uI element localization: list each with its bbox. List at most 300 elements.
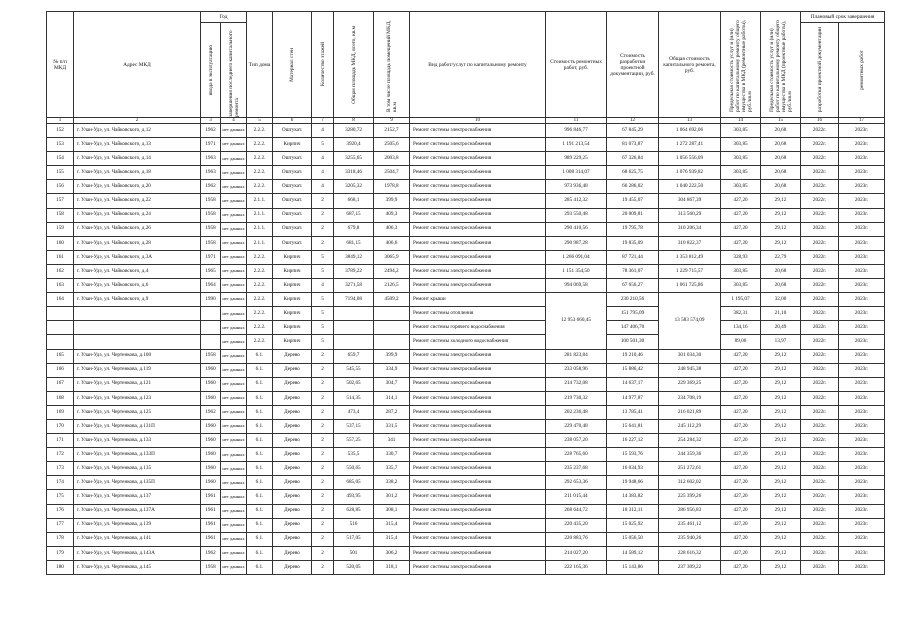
row-house-type: 6.1. — [247, 532, 273, 546]
table-row — [47, 448, 885, 462]
row-repair-cost: 1 191 213,54 — [546, 138, 607, 152]
column-number: 11 — [546, 118, 607, 124]
row-work: Ремонт системы электроснабжения — [410, 208, 546, 222]
row-work: Ремонт системы отопления — [410, 307, 546, 321]
row-total-cost: 286 956,83 — [659, 504, 721, 518]
row-area: 493,95 — [334, 490, 374, 504]
row-address: г. Улан-Удэ, ул. Чертенкова, д.100 — [74, 349, 201, 363]
row-design-cost: 67 656,27 — [607, 279, 659, 293]
row-year-built: 1958 — [201, 349, 221, 363]
row-total-cost: 301 034,30 — [659, 349, 721, 363]
row-last-repair: нет данных — [221, 279, 247, 293]
row-total-cost: 237 309,22 — [659, 560, 721, 574]
row-work: Ремонт системы электроснабжения — [410, 490, 546, 504]
table-header — [47, 12, 885, 124]
row-design-term: 2022г. — [801, 194, 839, 208]
rows-chertenkova — [47, 349, 885, 575]
row-design-cost: 15 143,86 — [607, 560, 659, 574]
row-design-cost: 14 977,87 — [607, 391, 659, 405]
row-limit-repair: 303,85 — [721, 279, 761, 293]
row-material: Кирпич — [273, 307, 312, 321]
row-premises-area: 406,3 — [374, 222, 410, 236]
row-limit-design: 13,97 — [761, 335, 801, 349]
row-material: Кирпич — [273, 250, 312, 264]
row-address: г. Улан-Удэ, ул. Чертенкова, д.131П — [74, 419, 201, 433]
table-row — [47, 532, 885, 546]
row-floors: 2 — [312, 419, 334, 433]
row-limit-repair: 89,06 — [721, 335, 761, 349]
row-area: 516 — [334, 518, 374, 532]
column-number: 9 — [374, 118, 410, 124]
header-house-type: Тип дома — [247, 12, 273, 118]
row-address: г. Улан-Удэ, ул. Чайковского, д.26 — [74, 222, 201, 236]
row-area — [334, 335, 374, 349]
row-address: г. Улан-Удэ, ул. Чайковского, д.13 — [74, 138, 201, 152]
row-floors: 5 — [312, 335, 334, 349]
row-limit-design: 29,12 — [761, 222, 801, 236]
row-area: 502,65 — [334, 377, 374, 391]
row-work: Ремонт системы электроснабжения — [410, 279, 546, 293]
row-repair-cost: 989 229,25 — [546, 152, 607, 166]
row-repair-term: 2023г. — [839, 264, 885, 278]
row-last-repair: нет данных — [221, 194, 247, 208]
row-floors: 4 — [312, 279, 334, 293]
row-last-repair: нет данных — [221, 124, 247, 138]
row-number: 154 — [47, 152, 74, 166]
row-floors: 5 — [312, 138, 334, 152]
row-premises-area: 409,3 — [374, 208, 410, 222]
row-repair-cost: 229 470,48 — [546, 419, 607, 433]
row-repair-term: 2023г. — [839, 419, 885, 433]
row-total-cost: 1 064 692,06 — [659, 124, 721, 138]
row-limit-design: 29,12 — [761, 448, 801, 462]
row-design-cost: 67 326,84 — [607, 152, 659, 166]
header-wall-material: Материал стен — [273, 12, 312, 118]
header-floors: Количество этажей — [312, 12, 334, 118]
row-total-cost-merged: 13 583 574,09 — [659, 293, 721, 349]
row-total-cost: 245 112,29 — [659, 419, 721, 433]
row-number — [47, 321, 74, 335]
row-last-repair: нет данных — [221, 377, 247, 391]
row-material: Оштукат. — [273, 208, 312, 222]
row-number — [47, 335, 74, 349]
row-design-cost: 87 721,44 — [607, 250, 659, 264]
column-number: 16 — [801, 118, 839, 124]
row-address — [74, 321, 201, 335]
row-work: Ремонт системы электроснабжения — [410, 462, 546, 476]
row-design-term: 2022г. — [801, 448, 839, 462]
row-limit-repair: 427,20 — [721, 490, 761, 504]
row-floors: 5 — [312, 321, 334, 335]
row-area: 557,25 — [334, 434, 374, 448]
row-repair-term: 2023г. — [839, 405, 885, 419]
row-design-cost: 19 210,46 — [607, 349, 659, 363]
row-house-type: 6.1. — [247, 405, 273, 419]
row-last-repair: нет данных — [221, 363, 247, 377]
row-design-term: 2022г. — [801, 138, 839, 152]
row-year-built: 1990 — [201, 293, 221, 307]
header-total-cost: Общая стоимость капитального ремонта, руб. — [659, 12, 721, 118]
row-area: 473,4 — [334, 405, 374, 419]
row-floors: 2 — [312, 504, 334, 518]
row-material: Дерево — [273, 419, 312, 433]
column-number: 1 — [47, 118, 74, 124]
row-address: г. Улан-Удэ, ул. Чертенкова, д.133П — [74, 448, 201, 462]
row-year-built: 1963 — [201, 166, 221, 180]
row-floors: 2 — [312, 490, 334, 504]
row-repair-term: 2023г. — [839, 490, 885, 504]
row-design-cost: 19 795,78 — [607, 222, 659, 236]
row-limit-repair: 427,20 — [721, 349, 761, 363]
row-limit-design: 29,12 — [761, 419, 801, 433]
row-last-repair: нет данных — [221, 307, 247, 321]
row-year-built: 1961 — [201, 490, 221, 504]
row-number: 167 — [47, 377, 74, 391]
row-house-type: 2.2.2. — [247, 250, 273, 264]
row-year-built — [201, 321, 221, 335]
row-repair-cost: 268 644,72 — [546, 504, 607, 518]
column-number: 13 — [659, 118, 721, 124]
row-limit-design: 21,10 — [761, 307, 801, 321]
row-material: Кирпич — [273, 335, 312, 349]
row-limit-repair: 427,20 — [721, 222, 761, 236]
row-design-cost: 151 795,09 — [607, 307, 659, 321]
table-row — [47, 124, 885, 138]
row-limit-design: 20,68 — [761, 166, 801, 180]
row-floors: 2 — [312, 434, 334, 448]
row-area: 668,1 — [334, 194, 374, 208]
table-row — [47, 462, 885, 476]
row-design-cost: 19 835,09 — [607, 236, 659, 250]
row-design-term: 2022г. — [801, 264, 839, 278]
row-area: 3318,46 — [334, 166, 374, 180]
row-address: г. Улан-Удэ, ул. Чайковского, д.24 — [74, 208, 201, 222]
row-repair-cost: 293 550,48 — [546, 208, 607, 222]
row-repair-cost: 219 730,32 — [546, 391, 607, 405]
row-design-cost: 20 009,81 — [607, 208, 659, 222]
row-material: Дерево — [273, 504, 312, 518]
row-address: г. Улан-Удэ, ул. Чайковского, д.6 — [74, 279, 201, 293]
row-year-built: 1960 — [201, 377, 221, 391]
row-year-built: 1960 — [201, 448, 221, 462]
table-row — [47, 293, 885, 307]
row-address — [74, 307, 201, 321]
row-floors: 2 — [312, 405, 334, 419]
row-address: г. Улан-Удэ, ул. Чертенкова, д.119 — [74, 363, 201, 377]
row-repair-term: 2023г. — [839, 222, 885, 236]
row-house-type: 2.1.1. — [247, 222, 273, 236]
row-work: Ремонт системы электроснабжения — [410, 236, 546, 250]
row-design-term: 2022г. — [801, 293, 839, 307]
row-design-cost: 100 501,30 — [607, 335, 659, 349]
row-work: Ремонт системы электроснабжения — [410, 504, 546, 518]
row-design-cost: 81 073,87 — [607, 138, 659, 152]
row-last-repair: нет данных — [221, 462, 247, 476]
row-number: 162 — [47, 264, 74, 278]
row-last-repair: нет данных — [221, 222, 247, 236]
row-work: Ремонт системы электроснабжения — [410, 264, 546, 278]
table-row — [47, 208, 885, 222]
row-design-cost: 14 637,17 — [607, 377, 659, 391]
row-address: г. Улан-Удэ, ул. Чайковского, д.4 — [74, 264, 201, 278]
row-floors: 2 — [312, 208, 334, 222]
row-repair-cost: 281 823,84 — [546, 349, 607, 363]
row-material: Дерево — [273, 462, 312, 476]
row-design-term: 2022г. — [801, 504, 839, 518]
row-limit-repair: 427,20 — [721, 560, 761, 574]
row-design-term: 2022г. — [801, 307, 839, 321]
table-row — [47, 476, 885, 490]
header-row-number: № п/п МКД — [47, 12, 74, 118]
row-design-term: 2022г. — [801, 321, 839, 335]
table-row — [47, 180, 885, 194]
table-row — [47, 152, 885, 166]
row-floors: 2 — [312, 391, 334, 405]
row-work: Ремонт системы электроснабжения — [410, 363, 546, 377]
row-total-cost: 1 229 715,57 — [659, 264, 721, 278]
table-row — [47, 250, 885, 264]
row-total-cost: 248 945,38 — [659, 363, 721, 377]
row-premises-area: 2126,5 — [374, 279, 410, 293]
row-floors: 4 — [312, 124, 334, 138]
row-limit-design: 29,12 — [761, 194, 801, 208]
row-material: Кирпич — [273, 138, 312, 152]
header-last-repair-year: завершения последнего капитального ремонта — [221, 23, 247, 118]
table-row — [47, 518, 885, 532]
row-limit-repair: 427,20 — [721, 363, 761, 377]
row-limit-repair: 427,20 — [721, 518, 761, 532]
row-design-term: 2022г. — [801, 236, 839, 250]
row-design-term: 2022г. — [801, 490, 839, 504]
row-address: г. Улан-Удэ, ул. Чайковского, д.3А — [74, 250, 201, 264]
row-premises-area: 318,1 — [374, 560, 410, 574]
row-total-cost: 225 399,26 — [659, 490, 721, 504]
table-row — [47, 363, 885, 377]
row-limit-repair: 134,16 — [721, 321, 761, 335]
row-premises-area — [374, 335, 410, 349]
row-limit-design: 29,12 — [761, 532, 801, 546]
row-address: г. Улан-Удэ, ул. Чертенкова, д.135П — [74, 476, 201, 490]
row-address: г. Улан-Удэ, ул. Чайковского, д.9 — [74, 293, 201, 307]
row-year-built — [201, 307, 221, 321]
row-premises-area: 2494,2 — [374, 264, 410, 278]
row-design-term: 2022г. — [801, 208, 839, 222]
row-work: Ремонт системы холодного водоснабжения — [410, 335, 546, 349]
row-house-type: 2.2.2. — [247, 166, 273, 180]
row-total-cost: 1 353 812,49 — [659, 250, 721, 264]
row-year-built: 1958 — [201, 236, 221, 250]
column-number: 4 — [221, 118, 247, 124]
row-repair-cost: 973 936,48 — [546, 180, 607, 194]
row-repair-cost: 228 765,60 — [546, 448, 607, 462]
row-premises-area: 399,9 — [374, 349, 410, 363]
header-premises-area: В том числе площадь помещений МКД, кв.м — [374, 12, 410, 118]
row-premises-area: 308,1 — [374, 504, 410, 518]
row-house-type: 6.1. — [247, 349, 273, 363]
row-work: Ремонт системы электроснабжения — [410, 222, 546, 236]
row-floors: 2 — [312, 462, 334, 476]
table-row — [47, 335, 885, 349]
row-limit-repair: 303,85 — [721, 138, 761, 152]
row-design-cost: 15 593,76 — [607, 448, 659, 462]
row-floors: 2 — [312, 518, 334, 532]
row-premises-area: 399,9 — [374, 194, 410, 208]
column-number: 17 — [839, 118, 885, 124]
row-area: 628,85 — [334, 504, 374, 518]
row-repair-cost-merged: 12 953 660,45 — [546, 293, 607, 349]
row-design-term: 2022г. — [801, 434, 839, 448]
row-premises-area: 306,2 — [374, 546, 410, 560]
row-repair-term: 2023г. — [839, 152, 885, 166]
row-repair-cost: 202 236,48 — [546, 405, 607, 419]
row-year-built: 1958 — [201, 222, 221, 236]
table-row — [47, 546, 885, 560]
row-house-type: 2.2.2. — [247, 152, 273, 166]
row-material: Оштукат. — [273, 236, 312, 250]
row-house-type: 6.1. — [247, 504, 273, 518]
row-area: 545,55 — [334, 363, 374, 377]
row-area: 685,05 — [334, 476, 374, 490]
row-design-term: 2022г. — [801, 152, 839, 166]
row-design-cost: 15 056,50 — [607, 532, 659, 546]
row-address: г. Улан-Удэ, ул. Чертенкова, д.123 — [74, 391, 201, 405]
row-repair-term: 2023г. — [839, 363, 885, 377]
header-limit-design: Предельная стоимость услуг и (или) работ по капитальному ремонту общего имущества в МКД (проектные работы), руб./кв.м — [761, 12, 801, 118]
row-limit-design: 20,68 — [761, 180, 801, 194]
row-material: Дерево — [273, 518, 312, 532]
row-repair-term: 2023г. — [839, 307, 885, 321]
row-design-cost: 15 886,42 — [607, 363, 659, 377]
row-premises-area: 314,1 — [374, 391, 410, 405]
row-total-cost: 310 822,37 — [659, 236, 721, 250]
row-address: г. Улан-Удэ, ул. Чайковского, д.20 — [74, 180, 201, 194]
row-number: 178 — [47, 532, 74, 546]
row-limit-design: 20,68 — [761, 264, 801, 278]
row-work: Ремонт системы электроснабжения — [410, 138, 546, 152]
row-number: 179 — [47, 546, 74, 560]
row-repair-cost: 220 883,76 — [546, 532, 607, 546]
row-repair-cost: 235 237,68 — [546, 462, 607, 476]
row-limit-design: 29,12 — [761, 434, 801, 448]
row-premises-area: 330,7 — [374, 448, 410, 462]
row-premises-area: 287,2 — [374, 405, 410, 419]
row-number: 176 — [47, 504, 74, 518]
row-year-built: 1960 — [201, 476, 221, 490]
row-number: 180 — [47, 560, 74, 574]
row-repair-cost: 238 057,20 — [546, 434, 607, 448]
row-year-built: 1962 — [201, 180, 221, 194]
header-plan-term: Плановый срок завершения — [801, 12, 885, 23]
row-design-term: 2022г. — [801, 419, 839, 433]
row-limit-repair: 303,85 — [721, 166, 761, 180]
row-repair-cost: 996 846,77 — [546, 124, 607, 138]
row-design-term: 2022г. — [801, 166, 839, 180]
row-total-cost: 254 284,32 — [659, 434, 721, 448]
table-row — [47, 194, 885, 208]
row-premises-area: 338,2 — [374, 476, 410, 490]
row-premises-area: 2003,8 — [374, 152, 410, 166]
row-area: 679,8 — [334, 222, 374, 236]
row-house-type: 2.2.2. — [247, 264, 273, 278]
row-address — [74, 335, 201, 349]
row-work: Ремонт системы электроснабжения — [410, 194, 546, 208]
row-design-cost: 78 361,07 — [607, 264, 659, 278]
row-area: 3280,72 — [334, 124, 374, 138]
row-design-term: 2022г. — [801, 180, 839, 194]
row-repair-term: 2023г. — [839, 138, 885, 152]
row-design-cost: 13 785,41 — [607, 405, 659, 419]
row-number: 157 — [47, 194, 74, 208]
row-repair-term: 2023г. — [839, 194, 885, 208]
row-material: Дерево — [273, 476, 312, 490]
row-number: 169 — [47, 405, 74, 419]
row-material: Дерево — [273, 405, 312, 419]
row-floors: 5 — [312, 250, 334, 264]
row-design-term: 2022г. — [801, 532, 839, 546]
row-material: Дерево — [273, 377, 312, 391]
row-number: 170 — [47, 419, 74, 433]
row-premises-area: 3065,9 — [374, 250, 410, 264]
row-design-cost: 19 948,66 — [607, 476, 659, 490]
row-last-repair: нет данных — [221, 349, 247, 363]
row-repair-cost: 292 653,36 — [546, 476, 607, 490]
row-house-type: 6.1. — [247, 546, 273, 560]
row-work: Ремонт системы электроснабжения — [410, 546, 546, 560]
row-material: Дерево — [273, 391, 312, 405]
row-floors: 4 — [312, 180, 334, 194]
row-last-repair: нет данных — [221, 180, 247, 194]
repair-table — [46, 11, 885, 575]
row-limit-design: 32,00 — [761, 293, 801, 307]
row-floors: 4 — [312, 152, 334, 166]
row-total-cost: 228 616,32 — [659, 546, 721, 560]
row-limit-design: 29,12 — [761, 349, 801, 363]
row-limit-design: 29,12 — [761, 504, 801, 518]
row-limit-repair: 427,20 — [721, 532, 761, 546]
row-house-type: 2.2.2. — [247, 279, 273, 293]
row-work: Ремонт системы электроснабжения — [410, 405, 546, 419]
row-last-repair: нет данных — [221, 138, 247, 152]
table-row — [47, 391, 885, 405]
row-repair-cost: 214 732,08 — [546, 377, 607, 391]
row-last-repair: нет данных — [221, 546, 247, 560]
row-year-built: 1962 — [201, 124, 221, 138]
row-material: Кирпич — [273, 264, 312, 278]
table-row — [47, 321, 885, 335]
row-floors: 2 — [312, 560, 334, 574]
row-year-built: 1960 — [201, 363, 221, 377]
row-house-type: 6.1. — [247, 448, 273, 462]
row-number: 153 — [47, 138, 74, 152]
row-floors: 2 — [312, 476, 334, 490]
column-number: 6 — [273, 118, 312, 124]
row-design-term: 2022г. — [801, 546, 839, 560]
row-total-cost: 244 359,36 — [659, 448, 721, 462]
row-design-term: 2022г. — [801, 518, 839, 532]
row-limit-repair: 427,20 — [721, 546, 761, 560]
row-year-built: 1971 — [201, 250, 221, 264]
row-premises-area: 315,4 — [374, 518, 410, 532]
row-design-term: 2022г. — [801, 349, 839, 363]
row-limit-repair: 427,20 — [721, 377, 761, 391]
table-row — [47, 434, 885, 448]
row-area: 501 — [334, 546, 374, 560]
row-house-type: 6.1. — [247, 434, 273, 448]
row-work: Ремонт системы электроснабжения — [410, 434, 546, 448]
row-house-type: 6.1. — [247, 419, 273, 433]
row-design-cost: 16 034,93 — [607, 462, 659, 476]
row-design-cost: 67 845,29 — [607, 124, 659, 138]
